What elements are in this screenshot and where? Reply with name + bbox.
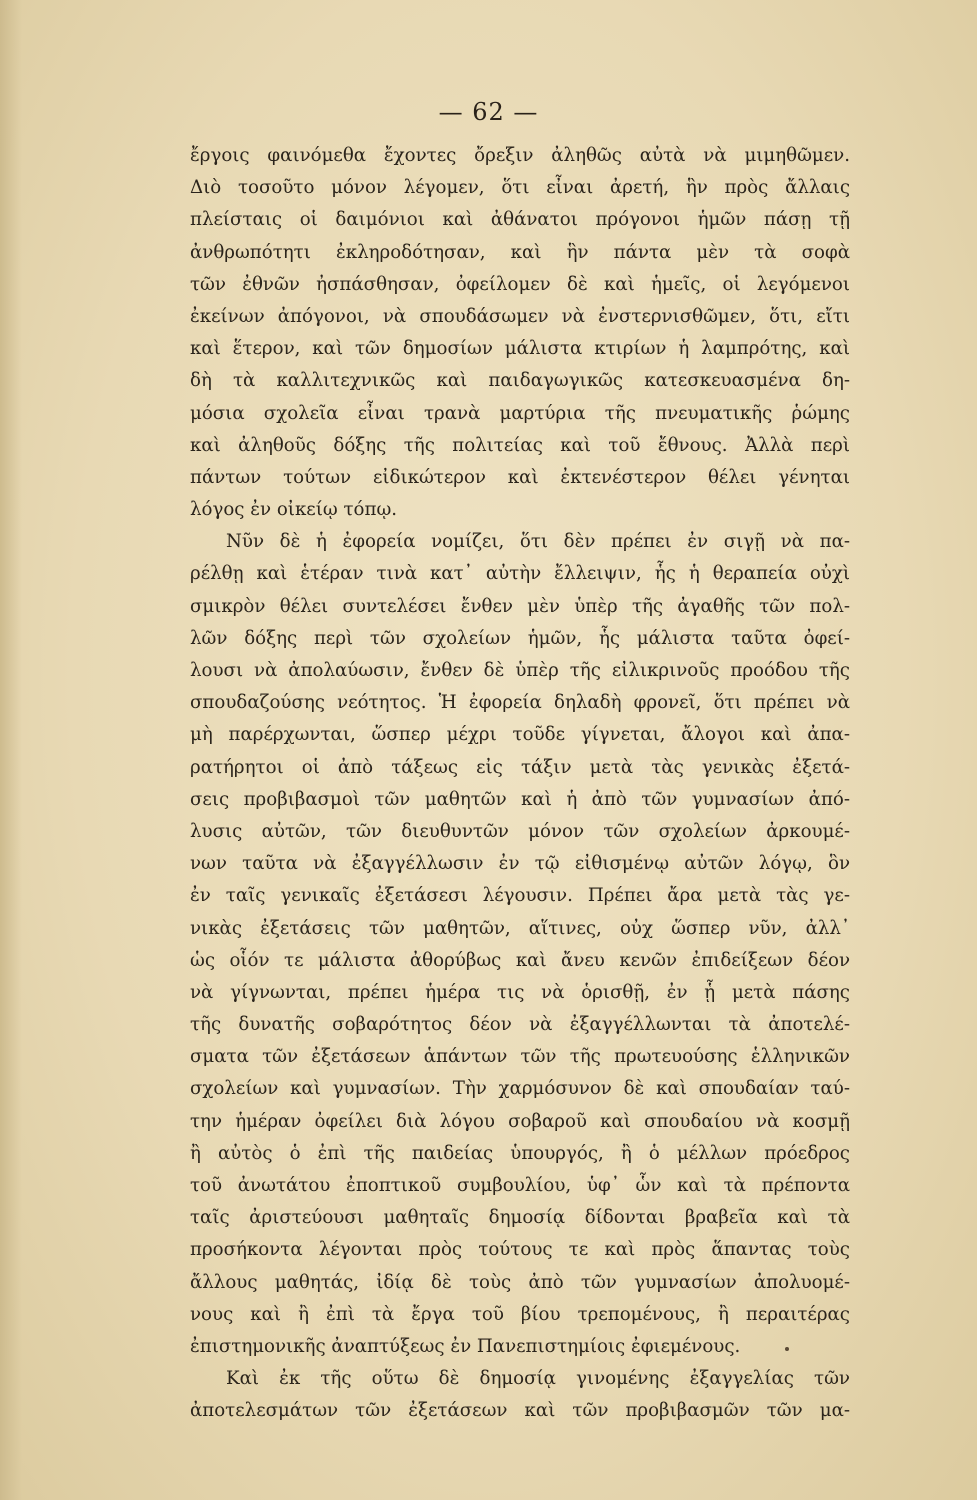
text-line: μόσια σχολεῖα εἶναι τρανὰ μαρτύρια τῆς πνευματικῆς ῥώμης (190, 402, 850, 424)
text-line: λῶν δόξης περὶ τῶν σχολείων ἡμῶν, ἧς μάλιστα ταῦτα ὀφεί- (190, 627, 850, 649)
text-line: ταῖς ἀριστεύουσι μαθηταῖς δημοσίᾳ δίδονται βραβεῖα καὶ τὰ (190, 1207, 850, 1229)
text-line: ἄλλους μαθητάς, ἰδίᾳ δὲ τοὺς ἀπὸ τῶν γυμνασίων ἀπολυομέ- (190, 1271, 850, 1293)
text-line: Διὸ τοσοῦτο μόνον λέγομεν, ὅτι εἶναι ἀρετή, ἣν πρὸς ἄλλαις (190, 177, 850, 199)
text-line: ὡς οἷόν τε μάλιστα ἀθορύβως καὶ ἄνευ κενῶν ἐπιδείξεων δέον (190, 949, 850, 971)
page-gutter-shadow (0, 0, 22, 1500)
text-line: σματα τῶν ἐξετάσεων ἁπάντων τῶν τῆς πρωτευούσης ἑλληνικῶν (190, 1046, 850, 1068)
text-line: δὴ τὰ καλλιτεχνικῶς καὶ παιδαγωγικῶς κατεσκευασμένα δη- (190, 370, 850, 392)
text-line: σχολείων καὶ γυμνασίων. Τὴν χαρμόσυνον δὲ καὶ σπουδαίαν ταύ- (190, 1078, 850, 1100)
text-line: ρατήρητοι οἱ ἀπὸ τάξεως εἰς τάξιν μετὰ τὰς γενικὰς ἐξετά- (190, 756, 850, 778)
paragraph-start-line: Καὶ ἐκ τῆς οὕτω δὲ δημοσίᾳ γινομένης ἐξαγγελίας τῶν (226, 1368, 850, 1390)
text-line: τοῦ ἀνωτάτου ἐποπτικοῦ συμβουλίου, ὑφ᾽ ὧν καὶ τὰ πρέποντα (190, 1175, 850, 1196)
text-line: σπουδαζούσης νεότητος. Ἡ ἐφορεία δηλαδὴ φρονεῖ, ὅτι πρέπει νὰ (190, 692, 850, 714)
ink-speck (785, 1347, 789, 1351)
text-line: ἐκείνων ἀπόγονοι, νὰ σπουδάσωμεν νὰ ἐνστερνισθῶμεν, ὅτι, εἴτι (190, 305, 850, 327)
text-line: σεις προβιβασμοὶ τῶν μαθητῶν καὶ ἡ ἀπὸ τῶν γυμνασίων ἀπό- (190, 788, 850, 810)
text-line: νων ταῦτα νὰ ἐξαγγέλλωσιν ἐν τῷ εἰθισμένῳ αὐτῶν λόγῳ, ὃν (190, 853, 850, 875)
text-line: ἢ αὐτὸς ὁ ἐπὶ τῆς παιδείας ὑπουργός, ἢ ὁ μέλλων πρόεδρος (190, 1142, 850, 1164)
text-line: μὴ παρέρχωνται, ὥσπερ μέχρι τοῦδε γίγνεται, ἄλογοι καὶ ἀπα- (190, 724, 850, 746)
page-number: — 62 — (438, 98, 539, 126)
body-text (190, 140, 850, 1428)
text-line: τῆς δυνατῆς σοβαρότητος δέον νὰ ἐξαγγέλλωνται τὰ ἀποτελέ- (190, 1014, 850, 1036)
text-line: την ἡμέραν ὀφείλει διὰ λόγου σοβαροῦ καὶ σπουδαίου νὰ κοσμῇ (190, 1110, 850, 1132)
text-line: νὰ γίγνωνται, πρέπει ἡμέρα τις νὰ ὁρισθῇ, ἐν ᾗ μετὰ πάσης (190, 981, 850, 1003)
text-line: ἀνθρωπότητι ἐκληροδότησαν, καὶ ἣν πάντα μὲν τὰ σοφὰ (190, 241, 850, 263)
text-line: ἀποτελεσμάτων τῶν ἐξετάσεων καὶ τῶν προβιβασμῶν τῶν μα- (190, 1400, 850, 1422)
text-line: τῶν ἐθνῶν ἠσπάσθησαν, ὀφείλομεν δὲ καὶ ἡμεῖς, οἱ λεγόμενοι (190, 273, 850, 295)
text-line: νους καὶ ἢ ἐπὶ τὰ ἔργα τοῦ βίου τρεπομένους, ἢ περαιτέρας (190, 1303, 850, 1325)
text-line: ἔργοις φαινόμεθα ἔχοντες ὄρεξιν ἀληθῶς αὐτὰ νὰ μιμηθῶμεν. (190, 145, 850, 166)
text-line: νικὰς ἐξετάσεις τῶν μαθητῶν, αἵτινες, οὐχ ὥσπερ νῦν, ἀλλ᾽ (190, 917, 850, 939)
text-line: ἐπιστημονικῆς ἀναπτύξεως ἐν Πανεπιστημίοις ἐφιεμένους. (190, 1335, 741, 1357)
text-line: λουσι νὰ ἀπολαύωσιν, ἔνθεν δὲ ὑπὲρ τῆς εἰλικρινοῦς προόδου τῆς (190, 660, 850, 681)
text-line: λόγος ἐν οἰκείῳ τόπῳ. (190, 499, 398, 521)
text-line: καὶ ἀληθοῦς δόξης τῆς πολιτείας καὶ τοῦ ἔθνους. Ἀλλὰ περὶ (190, 434, 850, 456)
text-line: πάντων τούτων εἰδικώτερον καὶ ἐκτενέστερον θέλει γένηται (190, 466, 850, 488)
text-line: ἐν ταῖς γενικαῖς ἐξετάσεσι λέγουσιν. Πρέπει ἄρα μετὰ τὰς γε- (190, 885, 850, 907)
text-line: πλείσταις οἱ δαιμόνιοι καὶ ἀθάνατοι πρόγονοι ἡμῶν πάσῃ τῇ (190, 209, 850, 231)
text-line: σμικρὸν θέλει συντελέσει ἔνθεν μὲν ὑπὲρ τῆς ἀγαθῆς τῶν πολ- (190, 595, 850, 617)
paragraph-start-line: Νῦν δὲ ἡ ἐφορεία νομίζει, ὅτι δὲν πρέπει ἐν σιγῇ νὰ πα- (226, 531, 850, 553)
text-line: καὶ ἕτερον, καὶ τῶν δημοσίων μάλιστα κτιρίων ἡ λαμπρότης, καὶ (190, 338, 850, 360)
text-line: προσήκοντα λέγονται πρὸς τούτους τε καὶ πρὸς ἅπαντας τοὺς (190, 1239, 850, 1261)
text-line: λυσις αὐτῶν, τῶν διευθυντῶν μόνον τῶν σχολείων ἀρκουμέ- (190, 820, 850, 842)
text-line: ρέλθῃ καὶ ἑτέραν τινὰ κατ᾽ αὐτὴν ἔλλειψιν, ἧς ἡ θεραπεία οὐχὶ (190, 563, 850, 585)
